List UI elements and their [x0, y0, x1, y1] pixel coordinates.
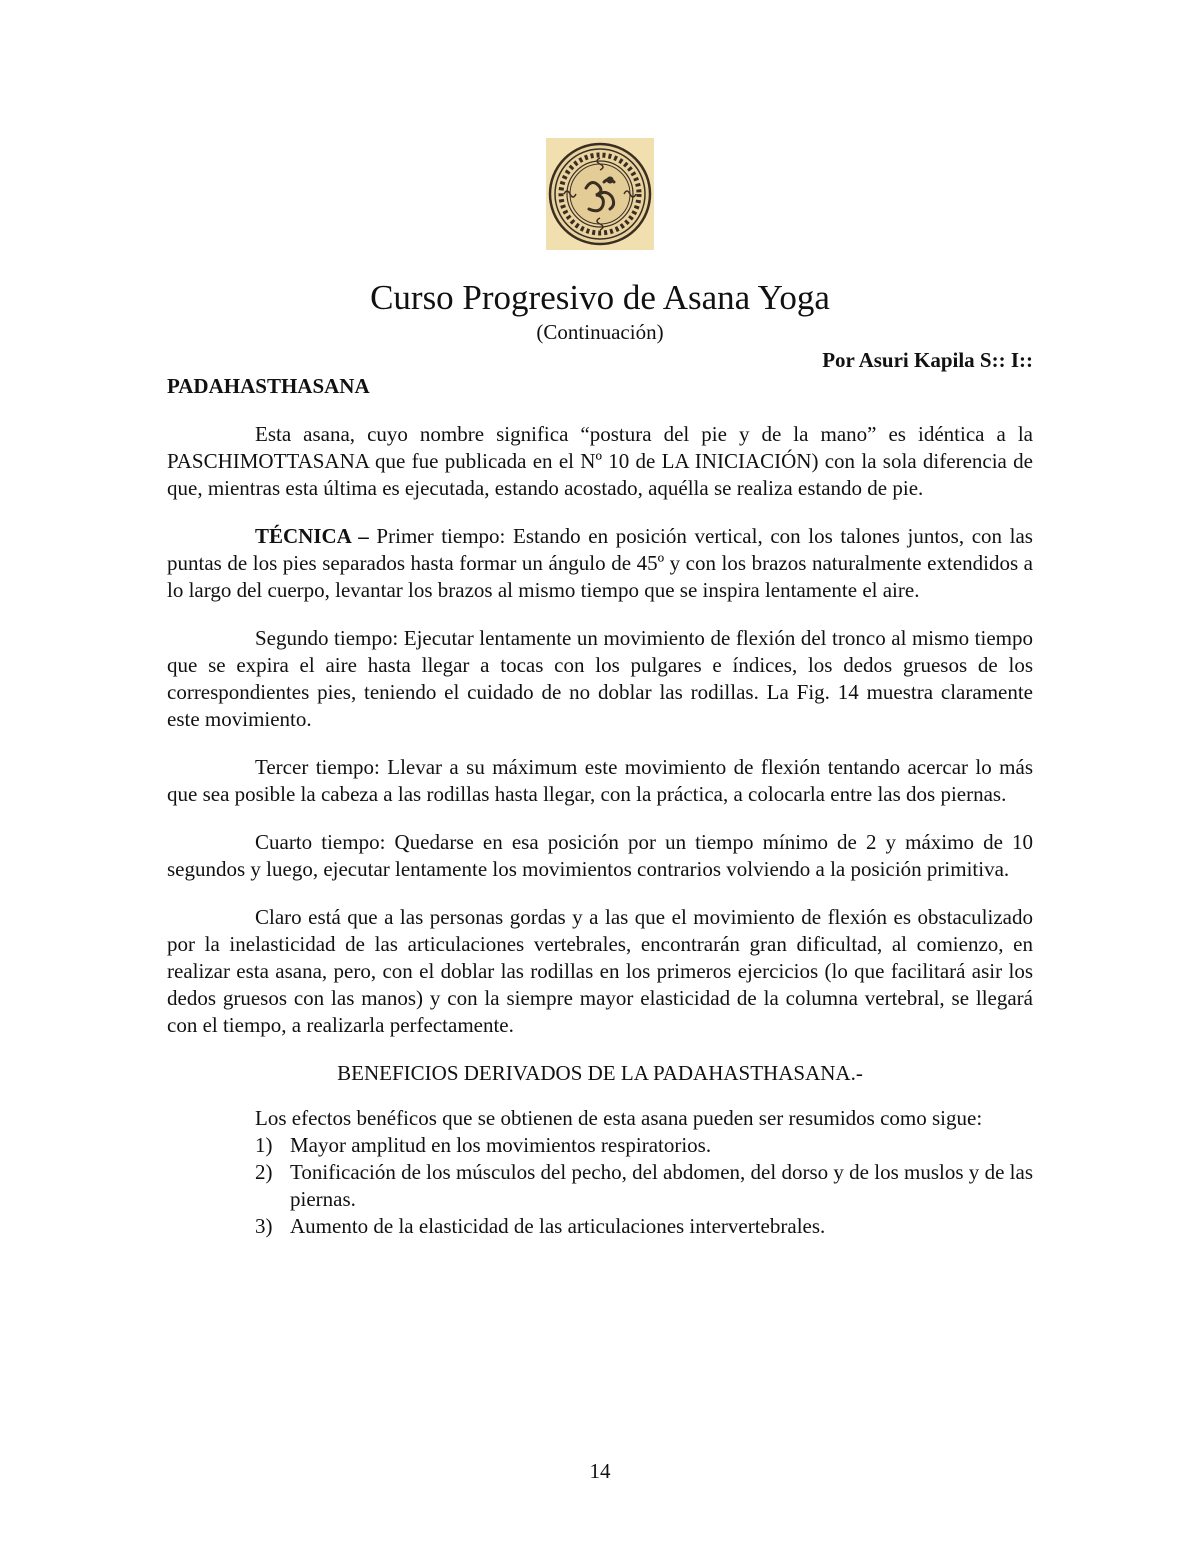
om-seal-icon — [546, 138, 654, 250]
benefits-intro: Los efectos benéficos que se obtienen de esta asana pueden ser resumidos como sigue: — [255, 1106, 983, 1130]
technique-text: Primer tiempo: Estando en posición vertical, con los talones juntos, con las puntas de los pies separados hasta formar un ángulo de 45º y con los brazos naturalmente extendidos a lo largo del cuerpo, levantar los brazos al mismo tiempo que se inspira lentamente el aire. — [167, 524, 1033, 602]
page-number: 14 — [589, 1459, 611, 1483]
benefits-list — [167, 1132, 1033, 1240]
page-title: Curso Progresivo de Asana Yoga — [370, 278, 830, 317]
list-item — [255, 1213, 1033, 1240]
author-line: Por Asuri Kapila S:: I:: — [822, 348, 1033, 372]
paragraph-third-step: Tercer tiempo: Llevar a su máximum este movimiento de flexión tentando acercar lo más que sea posible la cabeza a las rodillas hasta llegar, con la práctica, a colocarla entre las dos piernas. — [167, 755, 1033, 806]
list-item-text: Aumento de la elasticidad de las articulaciones intervertebrales. — [290, 1214, 826, 1238]
list-item — [255, 1132, 1033, 1159]
list-item-text: Mayor amplitud en los movimientos respiratorios. — [290, 1133, 712, 1157]
section-heading: PADAHASTHASANA — [167, 374, 370, 398]
paragraph-intro: Esta asana, cuyo nombre significa “postura del pie y de la mano” es idéntica a la PASCHIMOTTASANA que fue publicada en el Nº 10 de LA INICIACIÓN) con la sola diferencia de que, mientras esta última es ejecutada, estando acostado, aquélla se realiza estando de pie. — [167, 422, 1033, 500]
list-item-number: 3) — [255, 1214, 273, 1238]
technique-label: TÉCNICA – — [255, 524, 369, 548]
paragraph-note: Claro está que a las personas gordas y a las que el movimiento de flexión es obstaculizado por la inelasticidad de las articulaciones vertebrales, encontrarán gran dificultad, al comienzo, en realizar esta asana, pero, con el doblar las rodillas en los primeros ejercicios (lo que facilitará asir los dedos gruesos con las manos) y con la siempre mayor elasticidad de la columna vertebral, se llegará con el tiempo, a realizarla perfectamente. — [167, 905, 1033, 1037]
list-item-number: 2) — [255, 1160, 273, 1184]
article-body — [167, 421, 1033, 1240]
paragraph-second-step: Segundo tiempo: Ejecutar lentamente un movimiento de flexión del tronco al mismo tiempo que se expira el aire hasta llegar a tocas con los pulgares e índices, los dedos gruesos de los correspondientes pies, teniendo el cuidado de no doblar las rodillas. La Fig. 14 muestra claramente este movimiento. — [167, 626, 1033, 731]
list-item — [255, 1159, 1033, 1213]
list-item-text: Tonificación de los músculos del pecho, del abdomen, del dorso y de los muslos y de las piernas. — [290, 1160, 1033, 1211]
benefits-heading: BENEFICIOS DERIVADOS DE LA PADAHASTHASANA.- — [337, 1061, 863, 1085]
page-subtitle: (Continuación) — [536, 320, 664, 344]
paragraph-fourth-step: Cuarto tiempo: Quedarse en esa posición por un tiempo mínimo de 2 y máximo de 10 segundos y luego, ejecutar lentamente los movimientos contrarios volviendo a la posición primitiva. — [167, 830, 1033, 881]
paragraph-technique — [167, 523, 1033, 604]
list-item-number: 1) — [255, 1133, 273, 1157]
